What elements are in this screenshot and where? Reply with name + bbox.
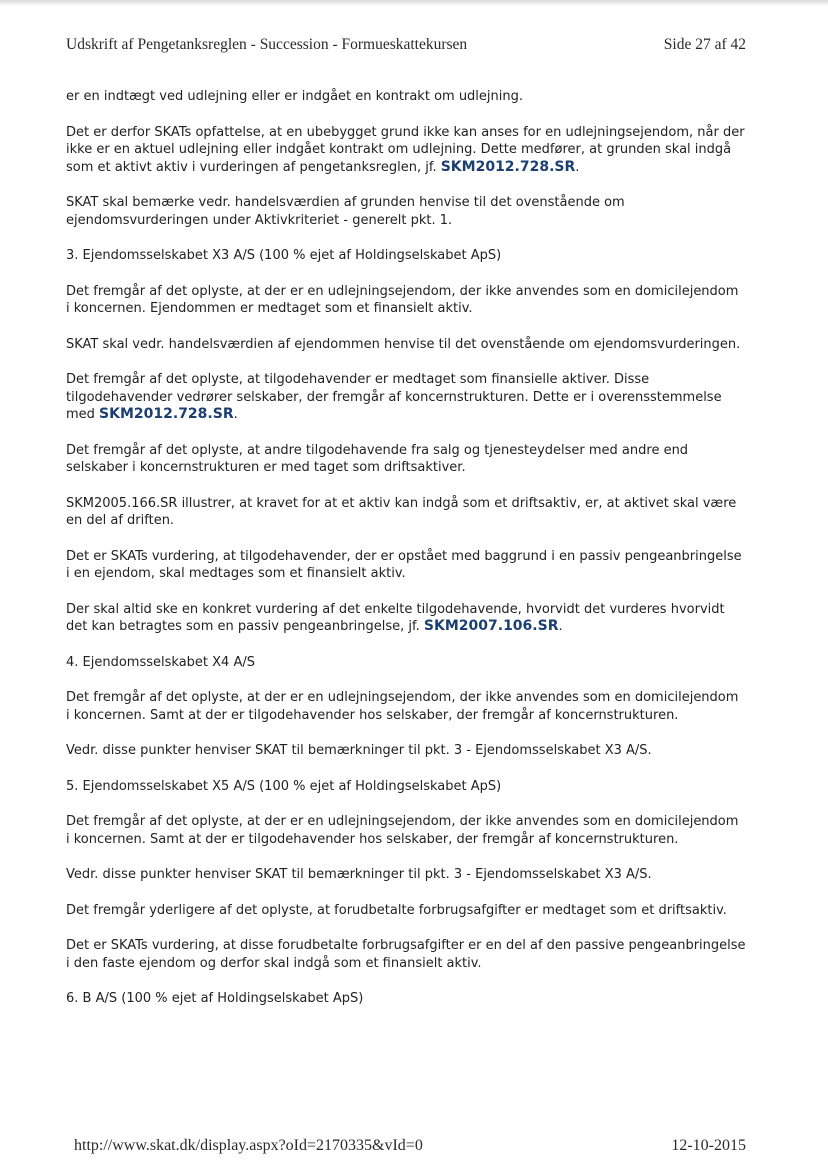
paragraph: Det fremgår af det oplyste, at der er en udlejningsejendom, der ikke anvendes som en domicilejendom i koncernen. Ejendommen er medtaget som et finansielt aktiv. xyxy=(66,283,739,316)
section-heading: 6. B A/S (100 % ejet af Holdingselskabet ApS) xyxy=(66,991,364,1006)
paragraph: Vedr. disse punkter henviser SKAT til bemærkninger til pkt. 3 - Ejendomsselskabet X3 A/S. xyxy=(66,743,652,758)
print-date: 12-10-2015 xyxy=(671,1137,746,1154)
page-edge xyxy=(0,0,828,6)
section-heading: 3. Ejendomsselskabet X3 A/S (100 % ejet af Holdingselskabet ApS) xyxy=(66,248,502,263)
paragraph: Det er SKATs vurdering, at disse forudbetalte forbrugsafgifter er en del af den passive pengeanbringelse i den faste ejendom og derfor skal indgå som et finansielt aktiv. xyxy=(66,938,746,971)
reference-link[interactable]: SKM2012.728.SR xyxy=(99,406,234,422)
page-number: Side 27 af 42 xyxy=(663,36,746,53)
paragraph-text: Der skal altid ske en konkret vurdering af det enkelte tilgodehavende, hvorvidt det vurderes hvorvidt det kan betragtes som en passiv pengeanbringelse, jf. xyxy=(66,601,725,634)
paragraph: Det fremgår af det oplyste, at der er en udlejningsejendom, der ikke anvendes som en domicilejendom i koncernen. Samt at der er tilgodehavender hos selskaber, der fremgår af koncernstrukturen. xyxy=(66,814,739,847)
paragraph xyxy=(66,601,746,636)
paragraph: SKAT skal vedr. handelsværdien af ejendommen henvise til det ovenstående om ejendomsvurderingen. xyxy=(66,336,741,352)
paragraph-end: . xyxy=(558,619,563,634)
paragraph-end: . xyxy=(233,407,238,422)
page-header xyxy=(66,36,746,54)
reference-link[interactable]: SKM2012.728.SR xyxy=(440,158,576,175)
paragraph: SKM2005.166.SR illustrer, at kravet for at et aktiv kan indgå som et driftsaktiv, er, at aktivet skal være en del af driften. xyxy=(66,495,737,528)
paragraph xyxy=(66,124,746,177)
paragraph: Det fremgår af det oplyste, at andre tilgodehavende fra salg og tjenesteydelser med andre end selskaber i koncernstrukturen er med taget som driftsaktiver. xyxy=(66,442,689,475)
paragraph: Det fremgår yderligere af det oplyste, at forudbetalte forbrugsafgifter er medtaget som et driftsaktiv. xyxy=(66,902,727,918)
paragraph: Det er SKATs vurdering, at tilgodehavender, der er opstået med baggrund i en passiv pengeanbringelse i en ejendom, skal medtages som et finansielt aktiv. xyxy=(66,548,742,581)
paragraph-end: . xyxy=(575,159,580,175)
page-footer xyxy=(74,1137,746,1155)
document-body xyxy=(66,88,746,1026)
paragraph: Det fremgår af det oplyste, at der er en udlejningsejendom, der ikke anvendes som en domicilejendom i koncernen. Samt at der er tilgodehavender hos selskaber, der fremgår af koncernstrukturen. xyxy=(66,690,739,723)
paragraph xyxy=(66,371,746,424)
paragraph-text: Det er derfor SKATs opfattelse, at en ubebygget grund ikke kan anses for en udlejningsejendom, når der ikke er en aktuel udlejning eller indgået kontrakt om udlejning. Dette medfører, at grunden skal indgå som et aktivt aktiv i vurderingen af pengetanksreglen, jf. xyxy=(66,124,745,175)
section-heading: 5. Ejendomsselskabet X5 A/S (100 % ejet af Holdingselskabet ApS) xyxy=(66,778,502,794)
paragraph: er en indtægt ved udlejning eller er indgået en kontrakt om udlejning. xyxy=(66,89,524,104)
paragraph-text: Det fremgår af det oplyste, at tilgodehavender er medtaget som finansielle aktiver. Disse tilgodehavender vedrører selskaber, der fremgår af koncernstrukturen. Dette er i overensstemmelse med xyxy=(66,372,722,422)
source-url[interactable]: http://www.skat.dk/display.aspx?oId=2170335&vId=0 xyxy=(74,1137,423,1154)
section-heading: 4. Ejendomsselskabet X4 A/S xyxy=(66,654,255,670)
paragraph: Vedr. disse punkter henviser SKAT til bemærkninger til pkt. 3 - Ejendomsselskabet X3 A/S. xyxy=(66,867,652,882)
document-title: Udskrift af Pengetanksreglen - Succession - Formueskattekursen xyxy=(66,36,468,53)
paragraph: SKAT skal bemærke vedr. handelsværdien af grunden henvise til det ovenstående om ejendomsvurderingen under Aktivkriteriet - generelt pkt. 1. xyxy=(66,195,625,228)
reference-link[interactable]: SKM2007.106.SR xyxy=(423,618,559,634)
